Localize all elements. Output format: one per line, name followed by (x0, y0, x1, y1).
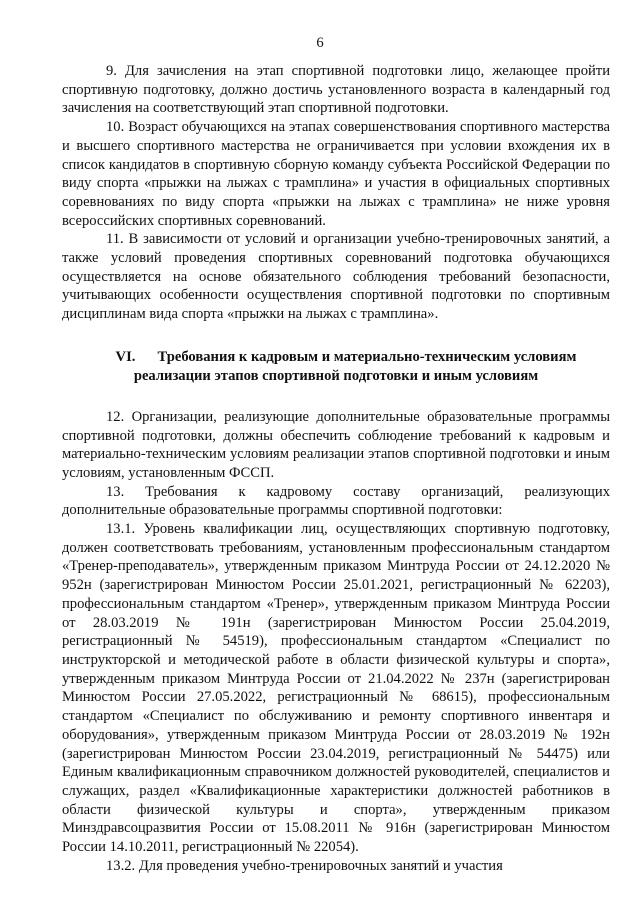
section-title-line2: реализации этапов спортивной подготовки и иным условиям (133, 367, 539, 384)
paragraph-9: 9. Для зачисления на этап спортивной подготовки лицо, желающее пройти спортивную подготовку, должно достичь установленного возраста в календарный год зачисления на соответствующий этап спортивной подготовки. (62, 63, 610, 117)
paragraph-12: 12. Организации, реализующие дополнительные образовательные программы спортивной подготовки, должны обеспечить соблюдение требований к кадровым и материально-техническим условиям реализации этапов спортивной подготовки и иным условиям, установленным ФССП. (62, 408, 610, 481)
paragraph-11: 11. В зависимости от условий и организации учебно-тренировочных занятий, а также условий проведения спортивных соревнований подготовка обучающихся осуществляется на основе обязательного соблюдения требований безопасности, учитывающих особенности осуществления спортивной подготовки по спортивным дисциплинам вида спорта «прыжки на лыжах с трамплина». (62, 231, 610, 323)
section-title-line1: Требования к кадровым и материально-техническим условиям (157, 348, 577, 365)
page-number: 6 (316, 35, 324, 51)
section-heading-line1 (62, 348, 610, 367)
section-number: VI. (115, 348, 136, 365)
paragraph-13-1: 13.1. Уровень квалификации лиц, осуществляющих спортивную подготовку, должен соответствовать требованиям, установленным профессиональным стандартом «Тренер-преподаватель», утвержденным приказом Минтруда России от 24.12.2020 № 952н (зарегистрирован Минюстом России 25.01.2021, регистрационный № 62203), профессиональным стандартом «Тренер», утвержденным приказом Минтруда России от 28.03.2019 № 191н (зарегистрирован Минюстом России 25.04.2019, регистрационный № 54519), профессиональным стандартом «Специалист по инструкторской и методической работе в области физической культуры и спорта», утвержденным приказом Минтруда России от 21.04.2022 № 237н (зарегистрирован Минюстом России 27.05.2022, регистрационный № 68615), профессиональным стандартом «Специалист по обслуживанию и ремонту спортивного инвентаря и оборудования», утвержденным приказом Минтруда России от 28.03.2019 № 192н (зарегистрирован Минюстом России 23.04.2019, регистрационный № 54475) или Единым квалификационным справочником должностей руководителей, специалистов и служащих, раздел «Квалификационные характеристики должностей работников в области физической культуры и спорта», утвержденным приказом Минздравсоцразвития России от 15.08.2011 № 916н (зарегистрирован Минюстом России 14.10.2011, регистрационный № 22054). (62, 521, 610, 856)
paragraph-10: 10. Возраст обучающихся на этапах совершенствования спортивного мастерства и высшего спортивного мастерства не ограничивается при условии вхождения их в список кандидатов в спортивную сборную команду субъекта Российской Федерации по виду спорта «прыжки на лыжах с трамплина» и участия в официальных спортивных соревнованиях по виду спорта «прыжки на лыжах с трамплина» не ниже уровня всероссийских спортивных соревнований. (62, 119, 610, 229)
paragraph-13: 13. Требования к кадровому составу организаций, реализующих дополнительные образовательные программы спортивной подготовки: (62, 483, 610, 519)
section-heading (62, 348, 610, 386)
document-body (62, 62, 610, 875)
paragraph-13-2: 13.2. Для проведения учебно-тренировочных занятий и участия (106, 857, 503, 874)
